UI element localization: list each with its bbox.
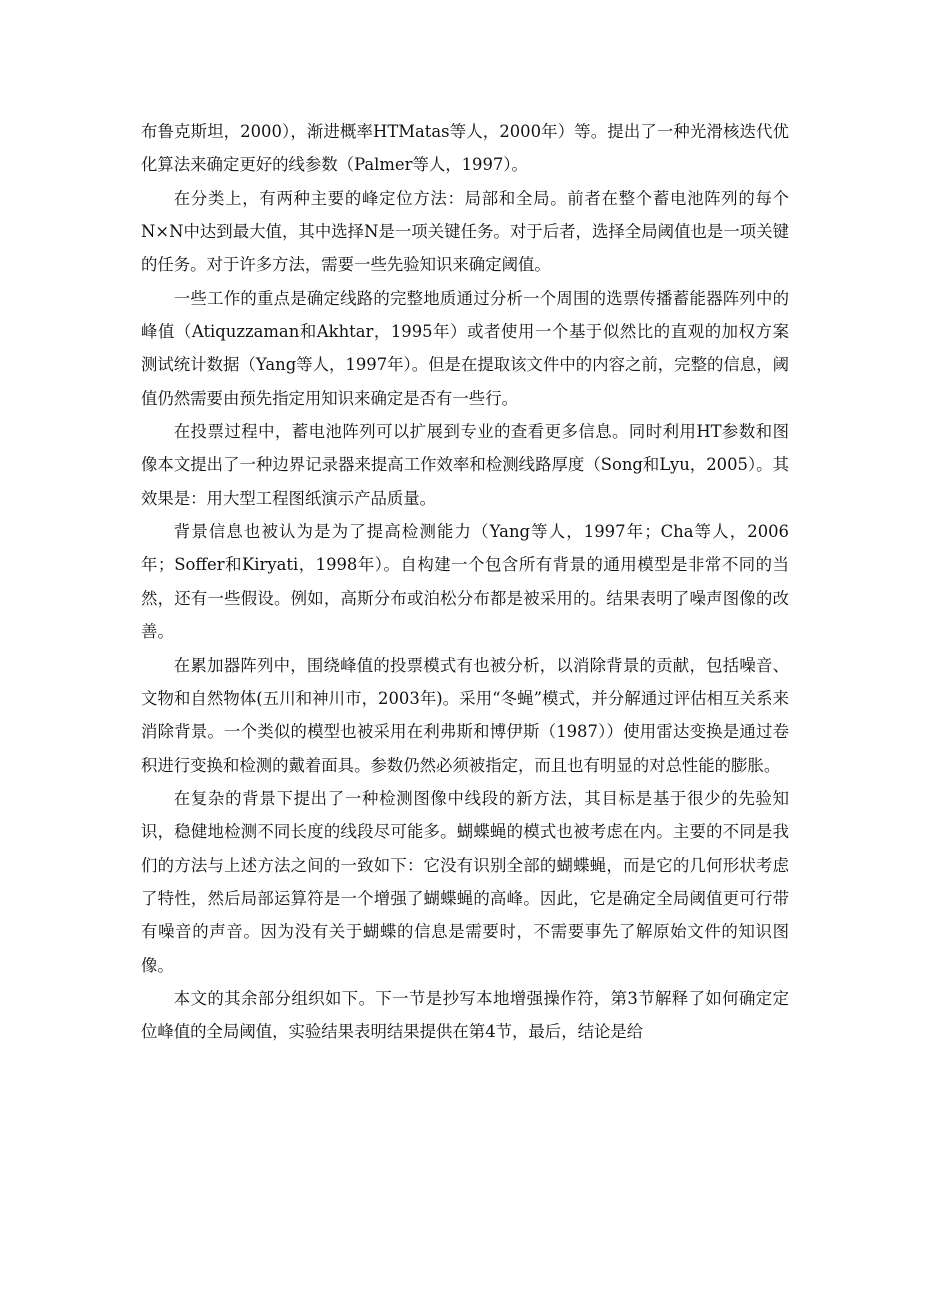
paragraph-6: 在累加器阵列中，围绕峰值的投票模式有也被分析，以消除背景的贡献，包括噪音、文物和自然物体(五川和神川市，2003年)。采用“冬蝇”模式，并分解通过评估相互关系来消除背景。一个类似的模型也被采用在利弗斯和博伊斯（1987））使用雷达变换是通过卷积进行变换和检测的戴着面具。参数仍然必须被指定，而且也有明显的对总性能的膨胀。 — [141, 655, 789, 775]
paragraph-4: 在投票过程中，蓄电池阵列可以扩展到专业的查看更多信息。同时利用HT参数和图像本文提出了一种边界记录器来提高工作效率和检测线路厚度（Song和Lyu，2005）。其效果是：用大型工程图纸演示产品质量。 — [141, 422, 789, 508]
paragraph-7: 在复杂的背景下提出了一种检测图像中线段的新方法，其目标是基于很少的先验知识，稳健地检测不同长度的线段尽可能多。蝴蝶蝇的模式也被考虑在内。主要的不同是我们的方法与上述方法之间的一致如下：它没有识别全部的蝴蝶蝇，而是它的几何形状考虑了特性，然后局部运算符是一个增强了蝴蝶蝇的高峰。因此，它是确定全局阈值更可行带有噪音的声音。因为没有关于蝴蝶的信息是需要时，不需要事先了解原始文件的知识图像。 — [141, 788, 789, 975]
paragraph-1: 布鲁克斯坦，2000），渐进概率HTMatas等人，2000年）等。提出了一种光滑核迭代优化算法来确定更好的线参数（Palmer等人，1997）。 — [141, 122, 789, 175]
paragraph-8: 本文的其余部分组织如下。下一节是抄写本地增强操作符，第3节解释了如何确定定位峰值的全局阈值，实验结果表明结果提供在第4节，最后，结论是给 — [141, 988, 789, 1042]
document-page — [141, 115, 789, 1049]
paragraph-2: 在分类上，有两种主要的峰定位方法：局部和全局。前者在整个蓄电池阵列的每个N×N中达到最大值，其中选择N是一项关键任务。对于后者，选择全局阈值也是一项关键的任务。对于许多方法，需要一些先验知识来确定阈值。 — [141, 188, 789, 275]
paragraph-3: 一些工作的重点是确定线路的完整地质通过分析一个周围的选票传播蓄能器阵列中的峰值（Atiquzzaman和Akhtar，1995年）或者使用一个基于似然比的直观的加权方案测试统计数据（Yang等人，1997年）。但是在提取该文件中的内容之前，完整的信息，阈值仍然需要由预先指定用知识来确定是否有一些行。 — [141, 288, 789, 408]
paragraph-5: 背景信息也被认为是为了提高检测能力（Yang等人，1997年；Cha等人，2006年；Soffer和Kiryati，1998年）。自构建一个包含所有背景的通用模型是非常不同的当然，还有一些假设。例如，高斯分布或泊松分布都是被采用的。结果表明了噪声图像的改善。 — [141, 522, 789, 642]
